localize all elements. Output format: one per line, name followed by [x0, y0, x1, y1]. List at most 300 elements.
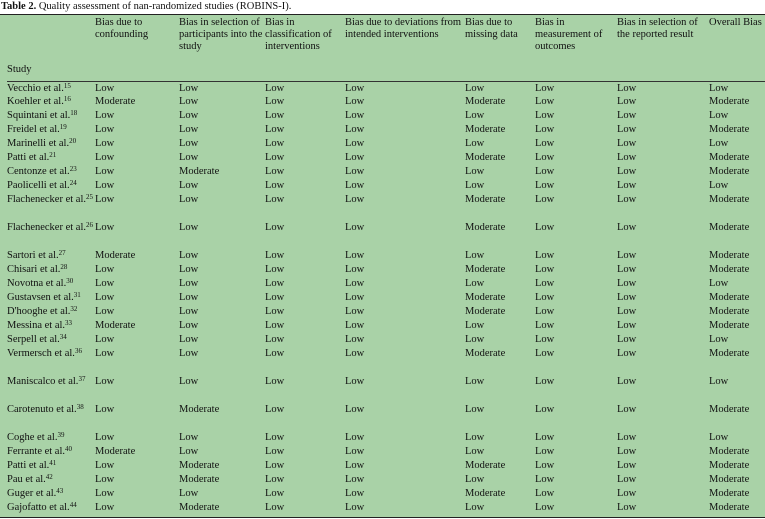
bias-rating-cell: Low [95, 194, 115, 205]
bias-rating-cell: Low [95, 432, 115, 443]
bias-rating-cell: Low [265, 180, 285, 191]
study-cell [7, 375, 95, 403]
bias-rating-cell: Low [535, 82, 555, 94]
bias-rating-cell: Low [617, 96, 637, 107]
reference-number: 16 [63, 95, 71, 103]
bias-rating-cell: Low [265, 110, 285, 121]
table-row [7, 95, 765, 109]
table-label: Table 2. [1, 1, 37, 12]
study-cell [7, 165, 95, 179]
bias-rating-cell: Low [265, 124, 285, 135]
bias-rating-cell: Low [617, 110, 637, 121]
bias-rating-cell: Low [265, 446, 285, 457]
bias-rating-cell: Low [265, 306, 285, 317]
bias-rating-cell: Low [265, 166, 285, 177]
bias-rating-cell: Low [345, 278, 365, 289]
bias-rating-cell: Low [345, 376, 365, 387]
header-measurement: Bias in measurement of outcomes [535, 15, 617, 81]
bias-rating-cell: Low [179, 152, 199, 163]
bias-rating-cell: Low [617, 250, 637, 261]
bias-rating-cell: Low [95, 376, 115, 387]
bias-rating-cell: Low [95, 152, 115, 163]
bias-rating-cell: Low [95, 474, 115, 485]
bias-rating-cell: Moderate [709, 250, 750, 261]
bias-rating-cell: Moderate [709, 166, 750, 177]
bias-rating-cell: Moderate [465, 292, 506, 303]
study-name: D'hooghe et al. [7, 306, 71, 317]
bias-rating-cell: Low [345, 474, 365, 485]
header-reported-result: Bias in selection of the reported result [617, 15, 709, 81]
bias-rating-cell: Low [345, 348, 365, 359]
study-name: Guger et al. [7, 488, 57, 499]
bias-rating-cell: Low [345, 334, 365, 345]
table-row [7, 263, 765, 277]
bias-rating-cell: Low [617, 194, 637, 205]
reference-number: 19 [59, 123, 67, 131]
bias-rating-cell: Low [95, 460, 115, 471]
bias-rating-cell: Moderate [465, 488, 506, 499]
bias-rating-cell: Low [179, 488, 199, 499]
bias-rating-cell: Moderate [709, 222, 750, 233]
study-name: Freidel et al. [7, 124, 60, 135]
bias-rating-cell: Moderate [465, 306, 506, 317]
reference-number: 44 [69, 501, 77, 509]
study-name: Chisari et al. [7, 264, 61, 275]
bias-rating-cell: Low [617, 152, 637, 163]
bias-rating-cell: Low [265, 404, 285, 415]
bias-rating-cell: Low [179, 110, 199, 121]
bias-rating-cell: Low [535, 250, 555, 261]
bias-rating-cell: Low [265, 152, 285, 163]
bias-rating-cell: Low [535, 376, 555, 387]
bias-rating-cell: Moderate [709, 292, 750, 303]
study-cell [7, 137, 95, 151]
study-name: Gajofatto et al. [7, 502, 70, 513]
bias-rating-cell: Moderate [465, 124, 506, 135]
bias-rating-cell: Low [345, 404, 365, 415]
bias-rating-cell: Low [617, 502, 637, 513]
bias-rating-cell: Low [617, 222, 637, 233]
study-cell [7, 109, 95, 123]
study-name: Koehler et al. [7, 96, 64, 107]
bias-rating-cell: Low [535, 502, 555, 513]
bias-rating-cell: Low [535, 264, 555, 275]
bias-rating-cell: Low [265, 138, 285, 149]
bias-rating-cell: Low [95, 306, 115, 317]
bias-rating-cell: Moderate [95, 320, 136, 331]
bias-rating-cell: Low [617, 166, 637, 177]
bias-rating-cell: Low [465, 474, 485, 485]
bias-rating-cell: Moderate [709, 348, 750, 359]
bias-rating-cell: Low [617, 320, 637, 331]
bias-rating-cell: Low [709, 82, 729, 94]
study-cell [7, 333, 95, 347]
reference-number: 41 [49, 459, 57, 467]
table-row [7, 375, 765, 403]
table-row [7, 291, 765, 305]
header-selection-participants: Bias in selection of participants into the study [179, 15, 265, 81]
bias-rating-cell: Low [709, 138, 729, 149]
bias-rating-cell: Low [265, 194, 285, 205]
header-deviations: Bias due to deviations from intended interventions [345, 15, 465, 81]
reference-number: 34 [59, 333, 67, 341]
bias-rating-cell: Moderate [179, 502, 220, 513]
bias-rating-cell: Low [345, 138, 365, 149]
bias-rating-cell: Low [535, 488, 555, 499]
bias-rating-cell: Moderate [465, 96, 506, 107]
bias-rating-cell: Low [95, 348, 115, 359]
bias-rating-cell: Low [345, 292, 365, 303]
table-row [7, 123, 765, 137]
bias-rating-cell: Low [95, 502, 115, 513]
bias-rating-cell: Low [95, 278, 115, 289]
reference-number: 33 [65, 319, 73, 327]
bias-rating-cell: Low [265, 460, 285, 471]
bias-rating-cell: Low [95, 488, 115, 499]
bias-rating-cell: Low [617, 278, 637, 289]
bias-rating-cell: Low [535, 320, 555, 331]
bias-rating-cell: Low [465, 166, 485, 177]
bias-rating-cell: Low [179, 82, 199, 94]
bias-rating-cell: Low [179, 264, 199, 275]
bias-rating-cell: Moderate [709, 152, 750, 163]
bias-rating-cell: Low [95, 82, 115, 94]
bias-rating-cell: Moderate [179, 404, 220, 415]
bias-rating-cell: Moderate [179, 460, 220, 471]
study-name: Sartori et al. [7, 250, 59, 261]
bias-rating-cell: Low [345, 320, 365, 331]
bias-rating-cell: Low [617, 432, 637, 443]
bias-rating-cell: Low [535, 278, 555, 289]
table-row [7, 347, 765, 375]
bias-rating-cell: Low [709, 432, 729, 443]
bias-rating-cell: Low [465, 404, 485, 415]
header-row [7, 15, 765, 81]
study-cell [7, 179, 95, 193]
bias-rating-cell: Low [179, 292, 199, 303]
bias-rating-cell: Low [617, 334, 637, 345]
study-name: Marinelli et al. [7, 138, 70, 149]
header-study: Study [7, 15, 95, 81]
table-body [7, 81, 765, 515]
bias-rating-cell: Low [95, 124, 115, 135]
study-cell [7, 151, 95, 165]
bias-rating-cell: Moderate [465, 194, 506, 205]
bias-rating-cell: Low [345, 264, 365, 275]
table-row [7, 137, 765, 151]
bias-rating-cell: Low [617, 138, 637, 149]
study-cell [7, 95, 95, 109]
study-name: Novotna et al. [7, 278, 67, 289]
bias-rating-cell: Low [465, 502, 485, 513]
bias-rating-cell: Low [535, 474, 555, 485]
bias-rating-cell: Low [345, 250, 365, 261]
bias-rating-cell: Low [345, 446, 365, 457]
bias-rating-cell: Low [617, 488, 637, 499]
bias-rating-cell: Low [179, 446, 199, 457]
bias-rating-cell: Moderate [709, 320, 750, 331]
table-row [7, 249, 765, 263]
bias-rating-cell: Low [345, 82, 365, 94]
study-name: Patti et al. [7, 152, 50, 163]
reference-number: 18 [70, 109, 78, 117]
bias-rating-cell: Low [709, 180, 729, 191]
study-name: Flachenecker et al. [7, 222, 86, 233]
table-row [7, 445, 765, 459]
bias-rating-cell: Low [345, 488, 365, 499]
study-cell [7, 403, 95, 431]
bias-rating-cell: Low [535, 110, 555, 121]
bias-rating-cell: Low [617, 292, 637, 303]
bias-rating-cell: Moderate [95, 96, 136, 107]
table-row [7, 473, 765, 487]
study-name: Squintani et al. [7, 110, 71, 121]
table-row [7, 277, 765, 291]
bias-rating-cell: Low [617, 82, 637, 94]
study-cell [7, 291, 95, 305]
table-row [7, 403, 765, 431]
bias-rating-cell: Moderate [709, 460, 750, 471]
bias-rating-cell: Low [535, 404, 555, 415]
bias-rating-cell: Low [709, 110, 729, 121]
bias-rating-cell: Low [265, 474, 285, 485]
bias-rating-cell: Low [465, 82, 485, 94]
bias-rating-cell: Low [465, 180, 485, 191]
bias-rating-cell: Low [265, 488, 285, 499]
bias-rating-cell: Low [535, 460, 555, 471]
bias-rating-cell: Low [535, 180, 555, 191]
study-name: Paolicelli et al. [7, 180, 70, 191]
bias-rating-cell: Low [265, 96, 285, 107]
bias-rating-cell: Low [95, 110, 115, 121]
reference-number: 31 [73, 291, 81, 299]
reference-number: 40 [65, 445, 73, 453]
bias-rating-cell: Low [535, 432, 555, 443]
study-cell [7, 193, 95, 221]
bias-rating-cell: Low [617, 348, 637, 359]
study-name: Ferrante et al. [7, 446, 66, 457]
bias-rating-cell: Low [95, 404, 115, 415]
bias-rating-cell: Low [265, 432, 285, 443]
table-row [7, 165, 765, 179]
reference-number: 42 [45, 473, 53, 481]
bias-rating-cell: Low [535, 166, 555, 177]
bias-rating-cell: Low [95, 222, 115, 233]
bias-rating-cell: Low [465, 446, 485, 457]
bias-rating-cell: Moderate [709, 446, 750, 457]
study-cell [7, 305, 95, 319]
bias-rating-cell: Low [465, 320, 485, 331]
bias-rating-cell: Low [179, 348, 199, 359]
bias-rating-cell: Moderate [709, 474, 750, 485]
bias-rating-cell: Moderate [95, 250, 136, 261]
header-missing-data: Bias due to missing data [465, 15, 535, 81]
reference-number: 32 [70, 305, 78, 313]
bias-rating-cell: Low [535, 292, 555, 303]
bias-rating-cell: Low [345, 110, 365, 121]
bias-rating-cell: Moderate [709, 264, 750, 275]
study-name: Serpell et al. [7, 334, 60, 345]
study-cell [7, 473, 95, 487]
bias-rating-cell: Low [179, 138, 199, 149]
bias-rating-cell: Low [265, 278, 285, 289]
study-cell [7, 487, 95, 501]
reference-number: 15 [63, 81, 71, 90]
study-name: Messina et al. [7, 320, 66, 331]
study-cell [7, 501, 95, 515]
bias-rating-cell: Low [179, 278, 199, 289]
bias-rating-cell: Moderate [709, 306, 750, 317]
study-cell [7, 263, 95, 277]
bias-rating-cell: Low [345, 460, 365, 471]
bias-rating-cell: Low [535, 222, 555, 233]
study-cell [7, 277, 95, 291]
study-name: Flachenecker et al. [7, 194, 86, 205]
bias-rating-cell: Low [179, 96, 199, 107]
table-row [7, 151, 765, 165]
bias-rating-cell: Low [535, 194, 555, 205]
study-cell [7, 445, 95, 459]
bias-rating-cell: Low [709, 278, 729, 289]
bias-rating-cell: Low [265, 334, 285, 345]
bias-rating-cell: Low [95, 166, 115, 177]
bias-rating-cell: Low [179, 306, 199, 317]
study-cell [7, 81, 95, 95]
bias-rating-cell: Low [179, 124, 199, 135]
study-name: Centonze et al. [7, 166, 70, 177]
bias-rating-cell: Low [617, 124, 637, 135]
reference-number: 36 [74, 347, 82, 355]
bias-rating-cell: Low [345, 166, 365, 177]
table-title: Quality assessment of nan-randomized studies (ROBINS-I). [38, 1, 292, 12]
bias-rating-cell: Moderate [465, 264, 506, 275]
bias-rating-cell: Low [179, 250, 199, 261]
table-row [7, 487, 765, 501]
bias-rating-cell: Low [265, 222, 285, 233]
table-row [7, 109, 765, 123]
bias-rating-cell: Low [617, 474, 637, 485]
bias-rating-cell: Low [617, 376, 637, 387]
reference-number: 20 [69, 137, 77, 145]
bias-rating-cell: Low [265, 82, 285, 94]
study-name: Coghe et al. [7, 432, 58, 443]
bias-rating-cell: Moderate [95, 446, 136, 457]
reference-number: 43 [56, 487, 64, 495]
reference-number: 37 [78, 375, 86, 383]
reference-number: 30 [66, 277, 74, 285]
bias-rating-cell: Low [617, 404, 637, 415]
bias-rating-cell: Low [465, 278, 485, 289]
study-cell [7, 347, 95, 375]
bias-rating-cell: Low [709, 334, 729, 345]
bias-rating-cell: Low [535, 306, 555, 317]
study-cell [7, 123, 95, 137]
bias-rating-cell: Moderate [709, 488, 750, 499]
bias-rating-cell: Low [465, 138, 485, 149]
table-row [7, 431, 765, 445]
bias-rating-cell: Low [179, 432, 199, 443]
header-classification: Bias in classification of interventions [265, 15, 345, 81]
bias-rating-cell: Low [265, 376, 285, 387]
study-cell [7, 459, 95, 473]
bias-rating-cell: Low [179, 194, 199, 205]
bias-rating-cell: Low [465, 432, 485, 443]
bias-rating-cell: Low [265, 320, 285, 331]
bias-rating-cell: Moderate [465, 222, 506, 233]
table-row [7, 319, 765, 333]
reference-number: 38 [76, 403, 84, 411]
reference-number: 24 [69, 179, 77, 187]
bias-rating-cell: Low [95, 138, 115, 149]
bias-rating-cell: Moderate [465, 152, 506, 163]
table-container [0, 14, 765, 518]
bias-rating-cell: Moderate [465, 348, 506, 359]
bias-rating-cell: Low [535, 152, 555, 163]
table-row [7, 459, 765, 473]
reference-number: 27 [58, 249, 66, 257]
bias-rating-cell: Low [617, 306, 637, 317]
bias-rating-cell: Low [179, 376, 199, 387]
table-row [7, 81, 765, 95]
table-row [7, 179, 765, 193]
robins-i-table [7, 15, 765, 515]
bias-rating-cell: Low [535, 124, 555, 135]
bias-rating-cell: Low [95, 180, 115, 191]
study-cell [7, 319, 95, 333]
bias-rating-cell: Low [345, 222, 365, 233]
bias-rating-cell: Low [617, 460, 637, 471]
bias-rating-cell: Low [95, 334, 115, 345]
bias-rating-cell: Moderate [709, 96, 750, 107]
bias-rating-cell: Low [179, 320, 199, 331]
reference-number: 26 [86, 221, 93, 229]
study-name: Carotenuto et al. [7, 404, 77, 415]
bias-rating-cell: Low [535, 334, 555, 345]
bias-rating-cell: Low [265, 250, 285, 261]
bias-rating-cell: Moderate [709, 404, 750, 415]
bias-rating-cell: Low [345, 432, 365, 443]
bias-rating-cell: Moderate [709, 194, 750, 205]
bias-rating-cell: Low [265, 348, 285, 359]
bias-rating-cell: Low [465, 334, 485, 345]
reference-number: 23 [69, 165, 77, 173]
bias-rating-cell: Moderate [465, 460, 506, 471]
bias-rating-cell: Low [345, 502, 365, 513]
header-confounding: Bias due to confounding [95, 15, 179, 81]
bias-rating-cell: Low [617, 264, 637, 275]
bias-rating-cell: Low [265, 292, 285, 303]
bias-rating-cell: Moderate [709, 502, 750, 513]
study-cell [7, 221, 95, 249]
table-row [7, 305, 765, 319]
study-name: Pau et al. [7, 474, 46, 485]
bias-rating-cell: Moderate [709, 124, 750, 135]
bias-rating-cell: Low [535, 446, 555, 457]
study-name: Maniscalco et al. [7, 376, 79, 387]
bias-rating-cell: Low [345, 194, 365, 205]
bias-rating-cell: Low [345, 124, 365, 135]
study-name: Vecchio et al. [7, 82, 64, 94]
table-row [7, 501, 765, 515]
reference-number: 25 [86, 193, 93, 201]
bias-rating-cell: Low [265, 502, 285, 513]
bias-rating-cell: Moderate [179, 474, 220, 485]
study-name: Gustavsen et al. [7, 292, 74, 303]
bias-rating-cell: Low [179, 334, 199, 345]
bias-rating-cell: Moderate [179, 166, 220, 177]
bias-rating-cell: Low [179, 222, 199, 233]
bias-rating-cell: Low [617, 446, 637, 457]
